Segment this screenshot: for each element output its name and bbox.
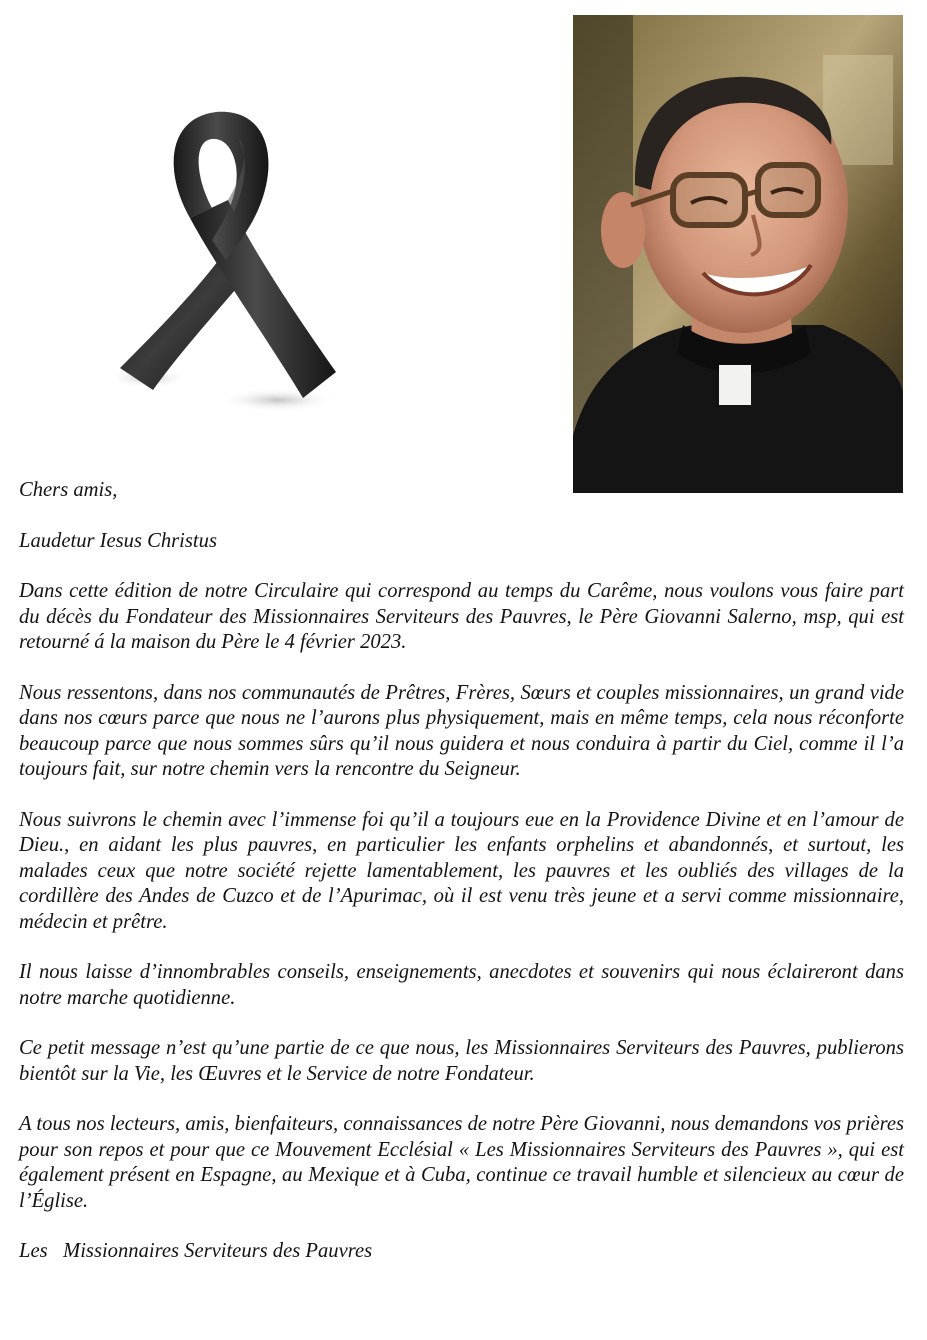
letter-paragraph: Nous suivrons le chemin avec l’immense foi qu’il a toujours eue en la Providence Divine et en l’amour de Dieu., en aidant les plus pauvres, en particulier les enfants orphelins et abandonnés, et surtout, les malades ceux que notre société rejette lamentablement, les pauvres et les oubliés des villages de la cordillère des Andes de Cuzco et de l’Apurimac, où il est venu très jeune et a servi comme missionnaire, médecin et prêtre. bbox=[19, 808, 904, 933]
letter-salutation: Laudetur Iesus Christus bbox=[19, 529, 217, 552]
letter-paragraph: Il nous laisse d’innombrables conseils, enseignements, anecdotes et souvenirs qui nous éclaireront dans notre marche quotidienne. bbox=[19, 961, 904, 1009]
letter-paragraph: Nous ressentons, dans nos communautés de Prêtres, Frères, Sœurs et couples missionnaires, un grand vide dans nos cœurs parce que nous ne l’aurons plus physiquement, mais en même temps, cela nous réconforte beaucoup parce que nous sommes sûrs qu’il nous guidera et nous conduira à partir du Ciel, comme il l’a toujours fait, sur notre chemin vers la rencontre du Seigneur. bbox=[19, 681, 904, 780]
portrait-photo bbox=[573, 15, 903, 493]
letter-paragraph: Dans cette édition de notre Circulaire qui correspond au temps du Carême, nous voulons vous faire part du décès du Fondateur des Missionnaires Serviteurs des Pauvres, le Père Giovanni Salerno, msp, qui est retourné á la maison du Père le 4 février 2023. bbox=[19, 580, 904, 653]
letter-paragraph: A tous nos lecteurs, amis, bienfaiteurs, connaissances de notre Père Giovanni, nous demandons vos prières pour son repos et pour que ce Mouvement Ecclésial « Les Missionnaires Serviteurs des Pauvres », qui est également présent en Espagne, au Mexique et à Cuba, continue ce travail humble et silencieux au cœur de l’Église. bbox=[19, 1113, 904, 1212]
mourning-ribbon-image bbox=[108, 100, 348, 420]
priest-portrait-icon bbox=[573, 15, 903, 493]
letter-greeting: Chers amis, bbox=[19, 479, 118, 501]
black-ribbon-icon bbox=[108, 100, 348, 420]
letter-signature: Les Missionnaires Serviteurs des Pauvres bbox=[19, 1240, 373, 1262]
letter-body bbox=[19, 478, 904, 1290]
letter-paragraph: Ce petit message n’est qu’une partie de ce que nous, les Missionnaires Serviteurs des Pauvres, publierons bientôt sur la Vie, les Œuvres et le Service de notre Fondateur. bbox=[19, 1037, 904, 1085]
